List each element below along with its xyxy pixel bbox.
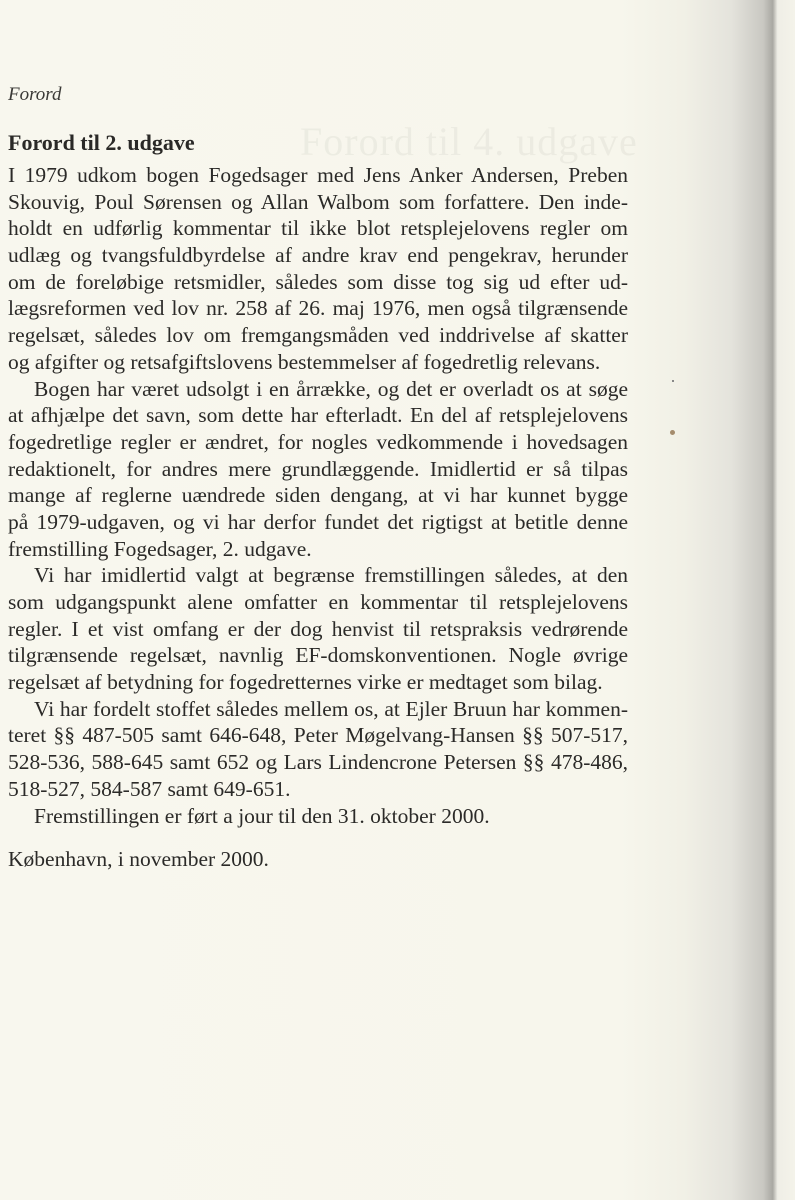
text-line: 528-536, 588-645 samt 652 og Lars Lindencrone Petersen §§ 478-486, [8,750,628,775]
text-line: regelsæt, således lov om fremgangsmåden ved inddrivelse af skatter [8,323,628,348]
text-line: redaktionelt, for andres mere grundlæggende. Imidlertid er så tilpas [8,456,628,481]
text-line: regelsæt af betydning for fogedretternes virke er medtaget som bilag. [8,670,603,695]
text-line: 518-527, 584-587 samt 649-651. [8,776,291,801]
text-line: fremstilling Fogedsager, 2. udgave. [8,536,312,561]
text-line: lægsreformen ved lov nr. 258 af 26. maj 1976, men også tilgrænsende [8,296,628,321]
text-line: I 1979 udkom bogen Fogedsager med Jens Anker Andersen, Preben [8,163,628,187]
text-line: Skouvig, Poul Sørensen og Allan Walbom som forfattere. Den inde- [8,189,628,214]
paper-speck [670,430,675,435]
text-line: holdt en udførlig kommentar til ikke blot retsplejelovens regler om [8,216,628,241]
text-line: at afhjælpe det savn, som dette har efterladt. En del af retsplejelovens [8,403,628,428]
text-line: udlæg og tvangsfuldbyrdelse af andre krav end pengekrav, herunder [8,243,628,268]
body-text [8,162,628,873]
paragraph-5 [8,803,628,830]
text-line: teret §§ 487-505 samt 646-648, Peter Møgelvang-Hansen §§ 507-517, [8,723,628,748]
paragraph-1 [8,162,628,376]
text-line: Vi har fordelt stoffet således mellem os, at Ejler Bruun har kommen- [34,696,628,721]
text-line: Vi har imidlertid valgt at begrænse fremstillingen således, at den [34,563,628,588]
show-through-heading: Forord til 4. udgave [300,119,638,164]
text-line: tilgrænsende regelsæt, navnlig EF-domskonventionen. Nogle øvrige [8,643,628,668]
text-line: fogedretlige regler er ændret, for nogles vedkommende i hovedsagen [8,429,628,454]
text-line: om de foreløbige retsmidler, således som disse tog sig ud efter ud- [8,269,628,294]
text-line: Fremstillingen er ført a jour til den 31. oktober 2000. [34,803,490,828]
text-line: Bogen har været udsolgt i en årrække, og det er overladt os at søge [34,376,628,401]
text-line: regler. I et vist omfang er der dog henvist til retspraksis vedrørende [8,616,628,641]
text-line: mange af reglerne uændrede siden dengang, at vi har kunnet bygge [8,483,628,508]
paragraph-2 [8,376,628,563]
paragraph-3 [8,562,628,695]
text-line: som udgangspunkt alene omfatter en kommentar til retsplejelovens [8,590,628,614]
text-line: og afgifter og retsafgiftslovens bestemmelser af fogedretlig relevans. [8,349,601,374]
text-line: på 1979-udgaven, og vi har derfor fundet det rigtigst at betitle denne [8,509,628,534]
paragraph-4 [8,696,628,803]
paper-dot [672,380,674,382]
signoff: København, i november 2000. [8,847,269,872]
running-head: Forord [8,84,62,105]
section-heading: Forord til 2. udgave [8,130,195,155]
